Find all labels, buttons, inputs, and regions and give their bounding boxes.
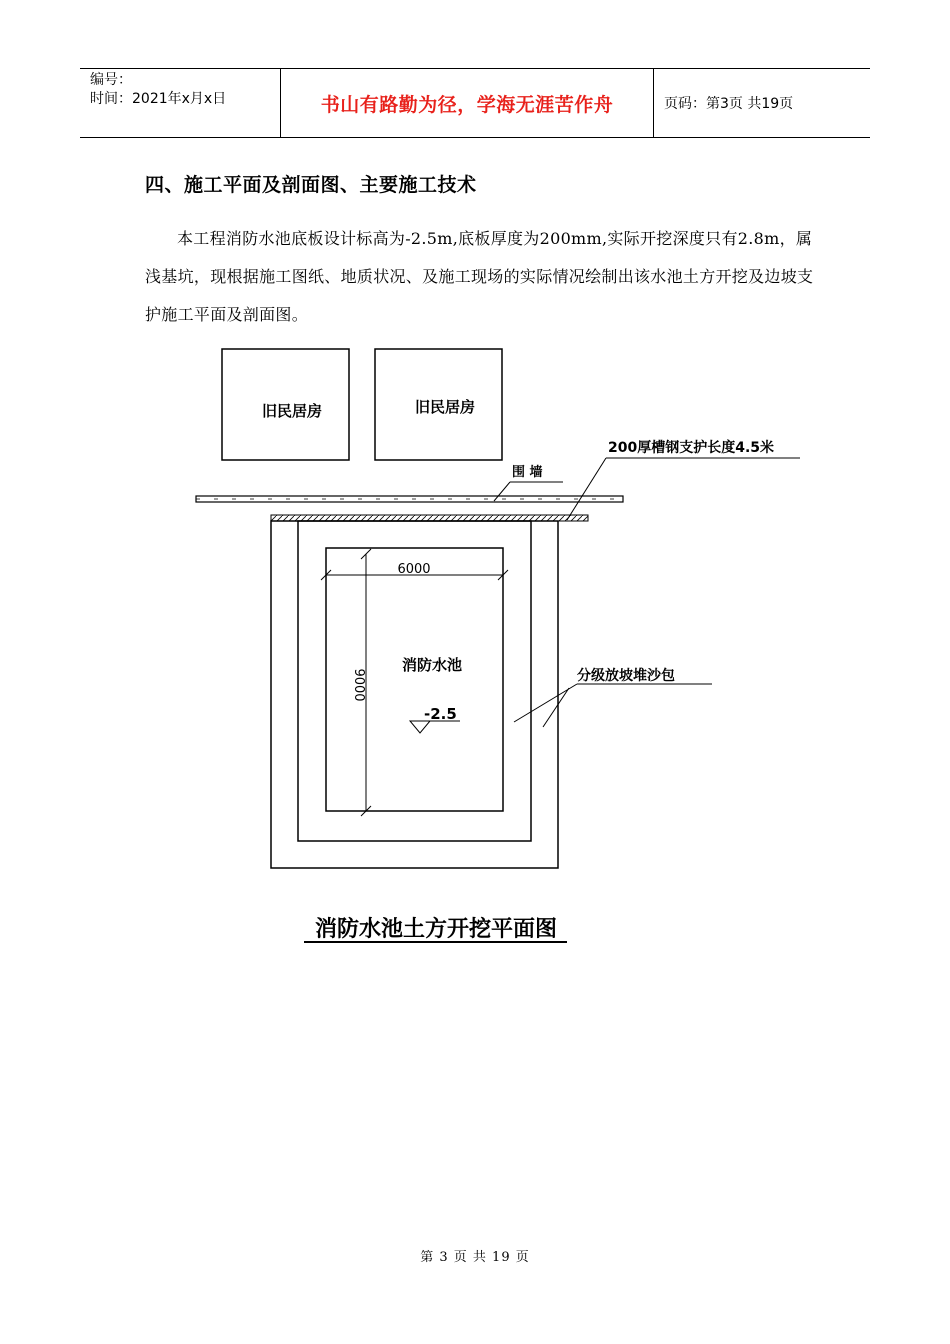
slope-leader-diagonal-2: [543, 688, 569, 727]
elevation-label: -2.5: [424, 705, 457, 723]
wall-label: 围 墙: [512, 465, 543, 480]
old-house-right-label: 旧民居房: [414, 398, 476, 416]
steel-leader-diagonal: [567, 458, 606, 520]
header-motto: 书山有路勤为径，学海无涯苦作舟: [281, 69, 654, 137]
wall-leader-diagonal: [494, 482, 510, 501]
drawing-caption: 消防水池土方开挖平面图: [314, 917, 558, 942]
pool-label: 消防水池: [401, 656, 463, 674]
steel-channel-support: [271, 515, 588, 521]
steel-label: 200厚槽钢支护长度4.5米: [608, 440, 775, 456]
old-house-left-label: 旧民居房: [261, 402, 323, 420]
body-paragraph-text: 本工程消防水池底板设计标高为-2.5m,底板厚度为200mm,实际开挖深度只有2.8m，属浅基坑，现根据施工图纸、地质状况、及施工现场的实际情况绘制出该水池土方开挖及边坡支护施工平面及剖面图。: [145, 229, 814, 324]
time-label: 时间：2021年x月x日: [90, 91, 227, 107]
slope-label: 分级放坡堆沙包: [577, 668, 675, 684]
serial-label: 编号：: [90, 72, 132, 88]
section-title: 四、施工平面及剖面图、主要施工技术: [145, 174, 477, 196]
header-page-label: 页码：第3页 共19页: [664, 96, 794, 112]
dimension-height-label: 9000: [351, 668, 366, 702]
dimension-width-label: 6000: [397, 562, 431, 577]
page-footer: 第 3 页 共 19 页: [420, 1250, 530, 1265]
